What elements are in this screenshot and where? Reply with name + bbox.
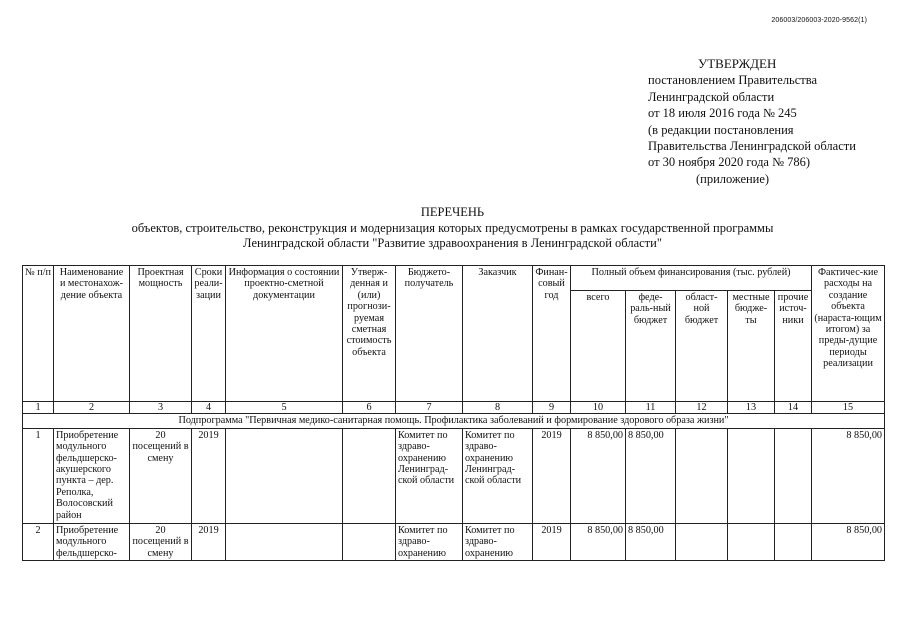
cell-capacity: 20 посещений в смену (130, 428, 192, 523)
header-recipient: Бюджето-получатель (396, 266, 463, 402)
header-name: Наименование и местонахож-дение объекта (54, 266, 130, 402)
header-cost: Утверж-денная и (или) прогнози-руемая сметная стоимость объекта (343, 266, 396, 402)
header-total-financing: Полный объем финансирования (тыс. рублей) (571, 266, 812, 291)
col-number: 11 (626, 402, 676, 414)
cell-regional (676, 523, 728, 560)
header-term: Сроки реали-зации (192, 266, 226, 402)
col-number: 8 (463, 402, 533, 414)
cell-year: 2019 (533, 523, 571, 560)
approval-line: Ленинградской области (648, 89, 775, 104)
cell-federal: 8 850,00 (626, 428, 676, 523)
approval-annex: (приложение) (696, 171, 770, 186)
col-number: 2 (54, 402, 130, 414)
cell-capacity: 20 посещений в смену (130, 523, 192, 560)
col-number: 1 (23, 402, 54, 414)
header-regional: област-ной бюджет (676, 291, 728, 402)
cell-actual: 8 850,00 (812, 523, 885, 560)
document-title (0, 205, 905, 252)
cell-cost (343, 428, 396, 523)
col-number: 4 (192, 402, 226, 414)
subprogram-row (23, 414, 885, 428)
objects-table (22, 265, 885, 561)
col-number: 14 (775, 402, 812, 414)
header-total: всего (571, 291, 626, 402)
title-line: объектов, строительство, реконструкция и модернизация которых предусмотрены в рамках государственной программы (131, 220, 774, 235)
cell-cost (343, 523, 396, 560)
col-number: 10 (571, 402, 626, 414)
cell-total: 8 850,00 (571, 523, 626, 560)
cell-actual: 8 850,00 (812, 428, 885, 523)
header-federal: феде-раль-ный бюджет (626, 291, 676, 402)
header-capacity: Проектная мощность (130, 266, 192, 402)
table-row (23, 523, 885, 560)
header-row (23, 266, 885, 291)
cell-info (226, 523, 343, 560)
table-row (23, 428, 885, 523)
col-number: 7 (396, 402, 463, 414)
col-number: 5 (226, 402, 343, 414)
title-line: Ленинградской области "Развитие здравоохранения в Ленинградской области" (243, 236, 662, 250)
header-info: Информация о состоянии проектно-сметной документации (226, 266, 343, 402)
col-number: 3 (130, 402, 192, 414)
approval-line: от 18 июля 2016 года № 245 (648, 106, 797, 121)
cell-regional (676, 428, 728, 523)
cell-name: Приобретение модульного фельдшерско- (54, 523, 130, 560)
header-customer: Заказчик (463, 266, 533, 402)
cell-num: 1 (23, 428, 54, 523)
column-number-row (23, 402, 885, 414)
approval-line: постановлением Правительства (648, 73, 818, 88)
header-actual: Фактичес-кие расходы на создание объекта (нараста-ющим итогом) за преды-дущие периоды реализации (812, 266, 885, 402)
col-number: 12 (676, 402, 728, 414)
cell-local (728, 428, 775, 523)
cell-other (775, 428, 812, 523)
approval-block (648, 56, 888, 187)
cell-federal: 8 850,00 (626, 523, 676, 560)
cell-name: Приобретение модульного фельдшерско-акушерского пункта – дер. Реполка, Волосовский район (54, 428, 130, 523)
document-number: 206003/206003-2020-9562(1) (771, 17, 867, 24)
cell-recipient: Комитет по здраво-охранению (396, 523, 463, 560)
approval-line: от 30 ноября 2020 года № 786) (648, 155, 811, 170)
cell-total: 8 850,00 (571, 428, 626, 523)
header-num: № п/п (23, 266, 54, 402)
col-number: 6 (343, 402, 396, 414)
cell-num: 2 (23, 523, 54, 560)
cell-info (226, 428, 343, 523)
title-heading: ПЕРЕЧЕНЬ (420, 205, 485, 219)
col-number: 9 (533, 402, 571, 414)
header-other: прочие источ-ники (775, 291, 812, 402)
approval-heading: УТВЕРЖДЕН (698, 56, 777, 71)
cell-customer: Комитет по здраво-охранению Ленинград-ской области (463, 428, 533, 523)
col-number: 15 (812, 402, 885, 414)
subprogram-title: Подпрограмма "Первичная медико-санитарная помощь. Профилактика заболеваний и формирование здорового образа жизни" (23, 414, 885, 428)
cell-local (728, 523, 775, 560)
cell-customer: Комитет по здраво-охранению (463, 523, 533, 560)
cell-term: 2019 (192, 428, 226, 523)
cell-year: 2019 (533, 428, 571, 523)
cell-recipient: Комитет по здраво-охранению Ленинград-ской области (396, 428, 463, 523)
cell-term: 2019 (192, 523, 226, 560)
cell-other (775, 523, 812, 560)
header-local: местные бюдже-ты (728, 291, 775, 402)
header-year: Финан-совый год (533, 266, 571, 402)
approval-line: (в редакции постановления (648, 122, 794, 137)
col-number: 13 (728, 402, 775, 414)
approval-line: Правительства Ленинградской области (648, 139, 856, 154)
